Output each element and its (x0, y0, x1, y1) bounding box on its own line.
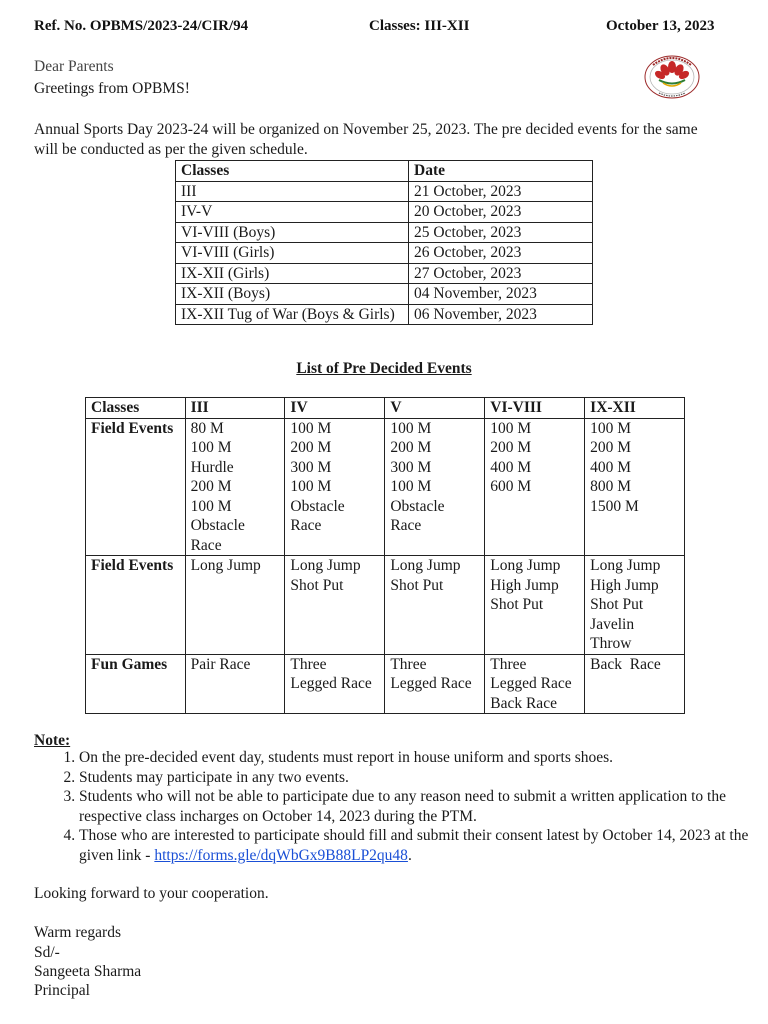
events-cell (285, 418, 385, 556)
events-header: VI-VIII (485, 398, 585, 419)
event-item: 200 M (390, 439, 432, 456)
intro-line-2: will be conducted as per the given schedule. (34, 140, 308, 158)
note-item (79, 748, 768, 768)
event-item: 1500 M (590, 497, 639, 515)
event-item: Javelin (590, 615, 635, 633)
consent-form-link[interactable]: https://forms.gle/dqWbGx9B88LP2qu48 (154, 846, 408, 864)
signature-sd: Sd/- (34, 944, 60, 961)
events-row (86, 418, 685, 556)
note-text: Students may participate in any two events. (79, 768, 349, 786)
event-item: Long Jump (190, 557, 261, 574)
schedule-row (176, 263, 593, 284)
event-item: Race (390, 517, 422, 534)
event-item: Shot Put (490, 596, 544, 613)
events-cell (485, 418, 585, 556)
events-cell (385, 556, 485, 655)
signatory-name: Sangeeta Sharma (34, 963, 142, 980)
schedule-class: VI-VIII (Boys) (176, 222, 409, 243)
note-list (34, 748, 768, 865)
events-cell (485, 556, 585, 655)
events-row-label: Fun Games (86, 654, 186, 714)
event-item: Pair Race (190, 655, 251, 673)
events-row (86, 556, 685, 655)
schedule-date: 25 October, 2023 (409, 222, 593, 243)
event-item: 100 M (490, 419, 532, 437)
intro-paragraph (34, 120, 744, 159)
event-item: Obstacle (190, 517, 245, 534)
note-text: Students who will not be able to participate due to any reason need to submit a written application to the respective class incharges on October 14, 2023 during the PTM. (79, 788, 726, 825)
event-item: Three (390, 655, 427, 673)
schedule-class: IX-XII Tug of War (Boys & Girls) (176, 304, 409, 325)
schedule-row (176, 222, 593, 243)
schedule-header-date: Date (409, 161, 593, 182)
event-item: Throw (590, 635, 632, 652)
event-item: Legged Race (490, 675, 572, 692)
event-item: 100 M (590, 419, 632, 437)
events-cell (185, 418, 285, 556)
note-item (79, 826, 768, 865)
event-item: Long Jump (490, 557, 561, 574)
schedule-class: VI-VIII (Girls) (176, 243, 409, 264)
events-cell (285, 556, 385, 655)
event-item: 100 M (390, 478, 432, 495)
reference-number: Ref. No. OPBMS/2023-24/CIR/94 (34, 18, 249, 34)
event-item: Back Race (590, 655, 661, 673)
events-title-wrap (0, 359, 768, 379)
schedule-row (176, 181, 593, 202)
schedule-header-row (176, 161, 593, 182)
events-cell (385, 654, 485, 714)
events-header-row (86, 398, 685, 419)
events-row-label: Field Events (86, 418, 186, 556)
schedule-date: 06 November, 2023 (409, 304, 593, 325)
event-item: 100 M (290, 419, 332, 437)
warm-regards: Warm regards (34, 924, 121, 941)
events-header: V (385, 398, 485, 419)
schedule-class: III (176, 181, 409, 202)
note-text: Those who are interested to participate should fill and submit their consent latest by October 14, 2023 at the given link - (79, 827, 749, 864)
event-item: Obstacle (290, 497, 345, 515)
schedule-date: 04 November, 2023 (409, 284, 593, 305)
event-item: 400 M (590, 458, 632, 476)
event-item: Back Race (490, 694, 557, 712)
intro-line-1: Annual Sports Day 2023-24 will be organized on November 25, 2023. The pre decided events for the same (34, 121, 698, 138)
event-item: Race (290, 517, 322, 534)
schedule-table (175, 160, 593, 325)
event-item: 100 M (190, 439, 232, 456)
event-item: High Jump (490, 576, 559, 594)
event-item: Shot Put (590, 596, 644, 613)
events-header: III (185, 398, 285, 419)
events-cell (285, 654, 385, 714)
events-row-label: Field Events (86, 556, 186, 655)
schedule-header-classes: Classes (176, 161, 409, 182)
greeting: Greetings from OPBMS! (34, 80, 190, 97)
events-cell (485, 654, 585, 714)
event-item: High Jump (590, 576, 659, 594)
event-item: Legged Race (290, 675, 372, 692)
event-item: 300 M (290, 458, 332, 476)
events-cell (585, 654, 685, 714)
event-item: 80 M (190, 419, 224, 437)
event-item: Long Jump (590, 557, 661, 574)
event-item: Shot Put (390, 576, 444, 594)
events-header: IX-XII (585, 398, 685, 419)
schedule-row (176, 243, 593, 264)
event-item: Legged Race (390, 675, 472, 692)
event-item: 200 M (590, 439, 632, 456)
event-item: Long Jump (390, 557, 461, 574)
event-item: 100 M (290, 478, 332, 495)
note-item (79, 787, 768, 826)
salutation: Dear Parents (34, 58, 114, 75)
schedule-date: 20 October, 2023 (409, 202, 593, 223)
events-row (86, 654, 685, 714)
note-title: Note: (34, 732, 71, 749)
note-item (79, 768, 768, 788)
signatory-title: Principal (34, 982, 90, 999)
note-text: . (407, 846, 412, 864)
event-item: Obstacle (390, 497, 445, 515)
event-item: 200 M (290, 439, 332, 456)
event-item: 200 M (490, 439, 532, 456)
schedule-class: IX-XII (Girls) (176, 263, 409, 284)
event-item: 300 M (390, 458, 432, 476)
schedule-date: 21 October, 2023 (409, 181, 593, 202)
event-item: 400 M (490, 458, 532, 476)
event-item: 200 M (190, 478, 232, 495)
schedule-date: 26 October, 2023 (409, 243, 593, 264)
event-item: Three (290, 655, 327, 673)
header-classes: Classes: III-XII (369, 18, 470, 34)
event-item: Three (490, 655, 527, 673)
header-date: October 13, 2023 (606, 18, 715, 34)
events-cell (185, 654, 285, 714)
schedule-row (176, 284, 593, 305)
schedule-row (176, 202, 593, 223)
event-item: 800 M (590, 478, 632, 495)
schedule-class: IV-V (176, 202, 409, 223)
schedule-date: 27 October, 2023 (409, 263, 593, 284)
event-item: 100 M (190, 497, 232, 515)
event-item: 600 M (490, 478, 532, 495)
event-item: 100 M (390, 419, 432, 437)
school-logo-icon (639, 53, 705, 105)
event-item: Hurdle (190, 458, 234, 476)
schedule-row (176, 304, 593, 325)
events-title: List of Pre Decided Events (296, 360, 472, 377)
events-cell (585, 556, 685, 655)
events-cell (185, 556, 285, 655)
event-item: Shot Put (290, 576, 344, 594)
events-cell (585, 418, 685, 556)
events-table (85, 397, 685, 714)
events-header: Classes (86, 398, 186, 419)
schedule-class: IX-XII (Boys) (176, 284, 409, 305)
event-item: Long Jump (290, 557, 361, 574)
events-cell (385, 418, 485, 556)
event-item: Race (190, 536, 222, 554)
note-text: On the pre-decided event day, students must report in house uniform and sports shoes. (79, 749, 614, 766)
events-header: IV (285, 398, 385, 419)
closing-line: Looking forward to your cooperation. (34, 885, 269, 902)
